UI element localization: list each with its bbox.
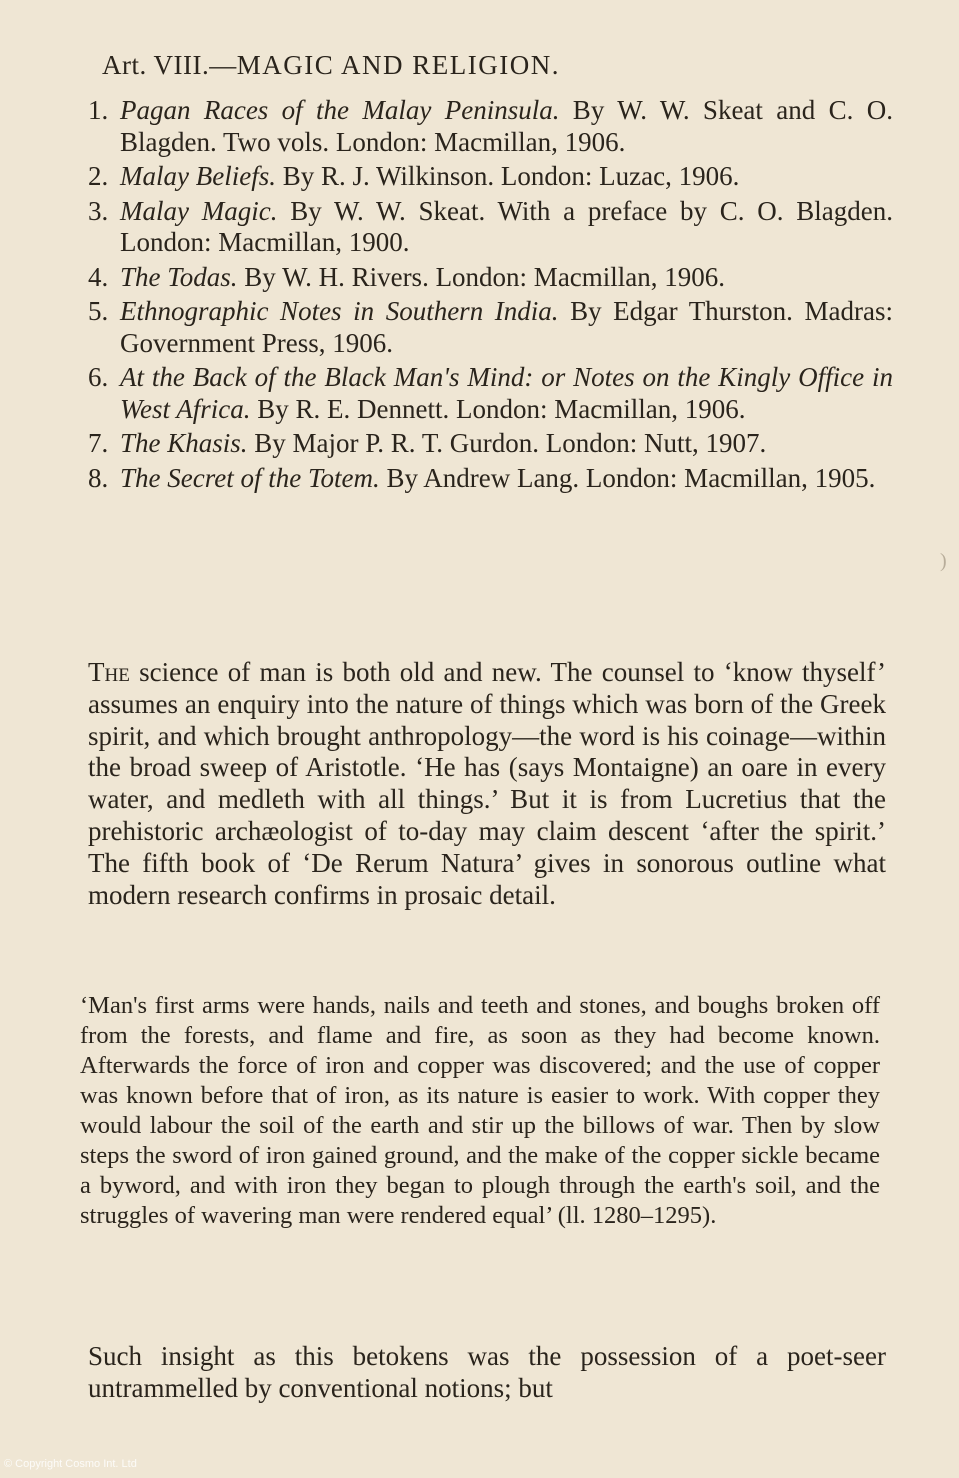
reference-number: 4. bbox=[88, 261, 109, 292]
reference-item bbox=[88, 296, 893, 359]
article-title: MAGIC AND RELIGION. bbox=[236, 50, 560, 80]
reference-work-title: Ethnographic Notes in Southern India. bbox=[120, 296, 559, 326]
article-heading bbox=[102, 50, 560, 81]
article-number: Art. VIII.— bbox=[102, 50, 237, 80]
reference-details: By R. E. Dennett. London: Macmillan, 1906. bbox=[250, 393, 746, 424]
reference-number: 2. bbox=[88, 161, 109, 191]
reference-number: 1. bbox=[88, 95, 109, 125]
body-paragraph-1 bbox=[88, 657, 886, 911]
paragraph-text: science of man is both old and new. The counsel to ‘know thyself’ assumes an enquiry into the nature of things which was born of the Greek spirit, and which brought anthropology—the word is his coinage—within the broad sweep of Aristotle. ‘He has (says Montaigne) an oare in every water, and medleth with all things.’ But it is from Lucretius that the prehistoric archæologist of to-day may claim descent ‘after the spirit.’ The fifth book of ‘De Rerum Natura’ gives in sonorous outline what modern research confirms in prosaic detail. bbox=[88, 657, 886, 910]
lead-word: The bbox=[88, 657, 130, 687]
reference-details: By Andrew Lang. London: Macmillan, 1905. bbox=[379, 462, 876, 493]
reference-number: 3. bbox=[88, 195, 109, 226]
lucretius-quotation: ‘Man's first arms were hands, nails and teeth and stones, and boughs broken off from the forests, and flame and fire, as soon as they had become known. Afterwards the force of iron and copper was discovered; and the use of copper was known before that of iron, as its nature is easier to work. With copper they would labour the soil of the earth and stir up the billows of war. Then by slow steps the sword of iron gained ground, and the make of the copper sickle became a byword, and with iron they began to plough through the earth's soil, and the struggles of wavering man were rendered equal’ (ll. 1280–1295). bbox=[80, 992, 880, 1229]
reference-number: 6. bbox=[88, 362, 109, 392]
reference-item bbox=[88, 428, 893, 460]
reference-work-title: The Todas. bbox=[120, 261, 238, 292]
reference-work-title: Malay Beliefs. bbox=[120, 161, 276, 191]
reference-item bbox=[88, 362, 893, 425]
page-edge-mark: ) bbox=[940, 550, 947, 572]
reference-details: By Edgar Thurston. Madras: Government Press, 1906. bbox=[120, 296, 893, 358]
reference-details: By R. J. Wilkinson. London: Luzac, 1906. bbox=[275, 161, 740, 191]
reference-number: 8. bbox=[88, 462, 109, 493]
reference-item bbox=[88, 95, 893, 158]
reference-number: 7. bbox=[88, 428, 109, 458]
copyright-watermark: © Copyright Cosmo Int. Ltd bbox=[4, 1458, 137, 1470]
body-paragraph-2: Such insight as this betokens was the possession of a poet-seer untrammelled by conventional notions; but bbox=[88, 1341, 886, 1403]
reference-details: By W. W. Skeat. With a preface by C. O. Blagden. London: Macmillan, 1900. bbox=[120, 195, 893, 257]
reference-item bbox=[88, 262, 893, 294]
reference-details: By W. H. Rivers. London: Macmillan, 1906. bbox=[237, 261, 726, 292]
reference-work-title: The Secret of the Totem. bbox=[120, 462, 380, 493]
reference-number: 5. bbox=[88, 296, 109, 326]
reference-work-title: Pagan Races of the Malay Peninsula. bbox=[120, 95, 560, 125]
reference-work-title: At the Back of the Black Man's Mind: or Notes on the Kingly Office in West Africa. bbox=[120, 362, 893, 424]
reference-list bbox=[88, 95, 893, 497]
reference-details: By W. W. Skeat and C. O. Blagden. Two vols. London: Macmillan, 1906. bbox=[120, 95, 893, 157]
reference-item bbox=[88, 196, 893, 259]
reference-work-title: The Khasis. bbox=[120, 428, 248, 458]
reference-item bbox=[88, 161, 893, 193]
reference-details: By Major P. R. T. Gurdon. London: Nutt, 1907. bbox=[247, 428, 767, 458]
reference-work-title: Malay Magic. bbox=[120, 195, 278, 226]
reference-item bbox=[88, 463, 893, 495]
